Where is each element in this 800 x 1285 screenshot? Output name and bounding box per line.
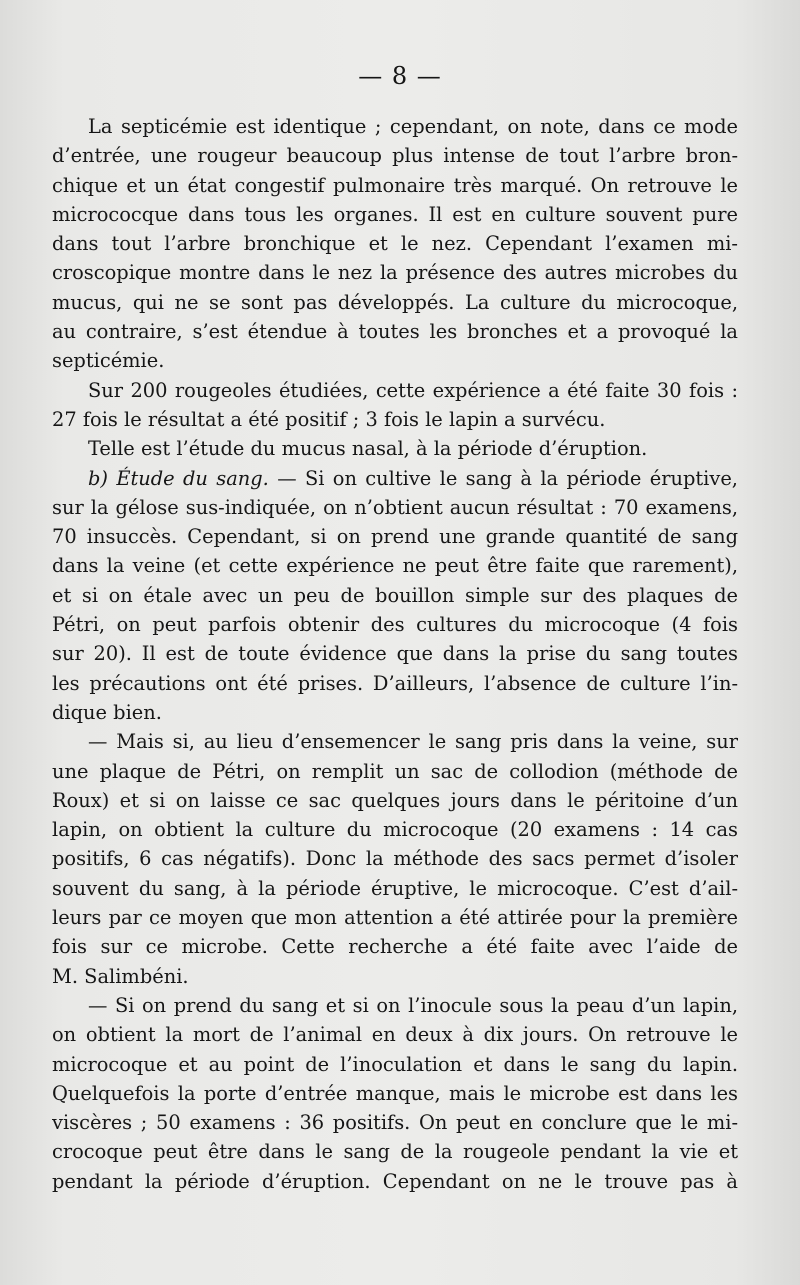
text-line: on obtient la mort de l’animal en deux à dix jours. On retrouve le: [52, 1023, 738, 1047]
text-line: M. Salimbéni.: [52, 964, 189, 988]
text-line: souvent du sang, à la période éruptive, le microcoque. C’est d’ail-: [52, 876, 738, 900]
text-line: positifs, 6 cas négatifs). Donc la méthode des sacs permet d’isoler: [52, 847, 738, 871]
text-line: lapin, on obtient la culture du microcoque (20 examens : 14 cas: [52, 818, 738, 842]
text-line: et si on étale avec un peu de bouillon simple sur des plaques de: [52, 583, 738, 607]
text-line: 70 insuccès. Cependant, si on prend une grande quantité de sang: [52, 525, 738, 549]
text-line: croscopique montre dans le nez la présence des autres microbes du: [52, 261, 738, 285]
text-line: Pétri, on peut parfois obtenir des cultures du microcoque (4 fois: [52, 613, 738, 637]
section-subheading: b) Étude du sang.: [88, 466, 269, 490]
text-line: sur 20). Il est de toute évidence que dans la prise du sang toutes: [52, 642, 738, 666]
text-line: — Si on prend du sang et si on l’inocule sous la peau d’un lapin,: [88, 993, 738, 1017]
text-line: micrococque dans tous les organes. Il est en culture souvent pure: [52, 202, 738, 226]
text-line: mucus, qui ne se sont pas développés. La culture du microcoque,: [52, 290, 738, 314]
text-line: les précautions ont été prises. D’ailleurs, l’absence de culture l’in-: [52, 671, 738, 695]
text-line: Quelquefois la porte d’entrée manque, mais le microbe est dans les: [52, 1081, 738, 1105]
text-line: septicémie.: [52, 349, 165, 373]
text-line: dique bien.: [52, 700, 162, 724]
text-line: dans tout l’arbre bronchique et le nez. Cependant l’examen mi-: [52, 232, 738, 256]
text-line: microcoque et au point de l’inoculation et dans le sang du lapin.: [52, 1052, 738, 1076]
text-line: d’entrée, une rougeur beaucoup plus intense de tout l’arbre bron-: [52, 144, 738, 168]
text-line: Sur 200 rougeoles étudiées, cette expérience a été faite 30 fois :: [88, 378, 738, 402]
text-line: pendant la période d’éruption. Cependant on ne le trouve pas à: [52, 1169, 738, 1193]
text-line: viscères ; 50 examens : 36 positifs. On peut en conclure que le mi-: [52, 1111, 738, 1135]
text-line: La septicémie est identique ; cependant, on note, dans ce mode: [88, 115, 738, 138]
text-line: dans la veine (et cette expérience ne peut être faite que rarement),: [52, 554, 738, 578]
text-line: crocoque peut être dans le sang de la rougeole pendant la vie et: [52, 1140, 738, 1164]
text-line: sur la gélose sus-indiquée, on n’obtient aucun résultat : 70 examens,: [52, 495, 738, 519]
text-line: 27 fois le résultat a été positif ; 3 fois le lapin a survécu.: [52, 407, 606, 431]
text-line: Roux) et si on laisse ce sac quelques jours dans le péritoine d’un: [52, 788, 738, 812]
text-line: Telle est l’étude du mucus nasal, à la période d’éruption.: [88, 437, 648, 461]
text-line: — Mais si, au lieu d’ensemencer le sang pris dans la veine, sur: [88, 730, 738, 754]
text-line: au contraire, s’est étendue à toutes les bronches et a provoqué la: [52, 320, 738, 344]
text-line: chique et un état congestif pulmonaire très marqué. On retrouve le: [52, 173, 738, 197]
text-line: b) Étude du sang. — Si on cultive le sang à la période éruptive,: [88, 466, 738, 490]
body-text: [52, 112, 738, 1196]
text-line: leurs par ce moyen que mon attention a été attirée pour la première: [52, 906, 738, 930]
text-line: fois sur ce microbe. Cette recherche a été faite avec l’aide de: [52, 935, 738, 959]
page-number: — 8 —: [358, 62, 442, 90]
text-line: une plaque de Pétri, on remplit un sac de collodion (méthode de: [52, 759, 738, 783]
